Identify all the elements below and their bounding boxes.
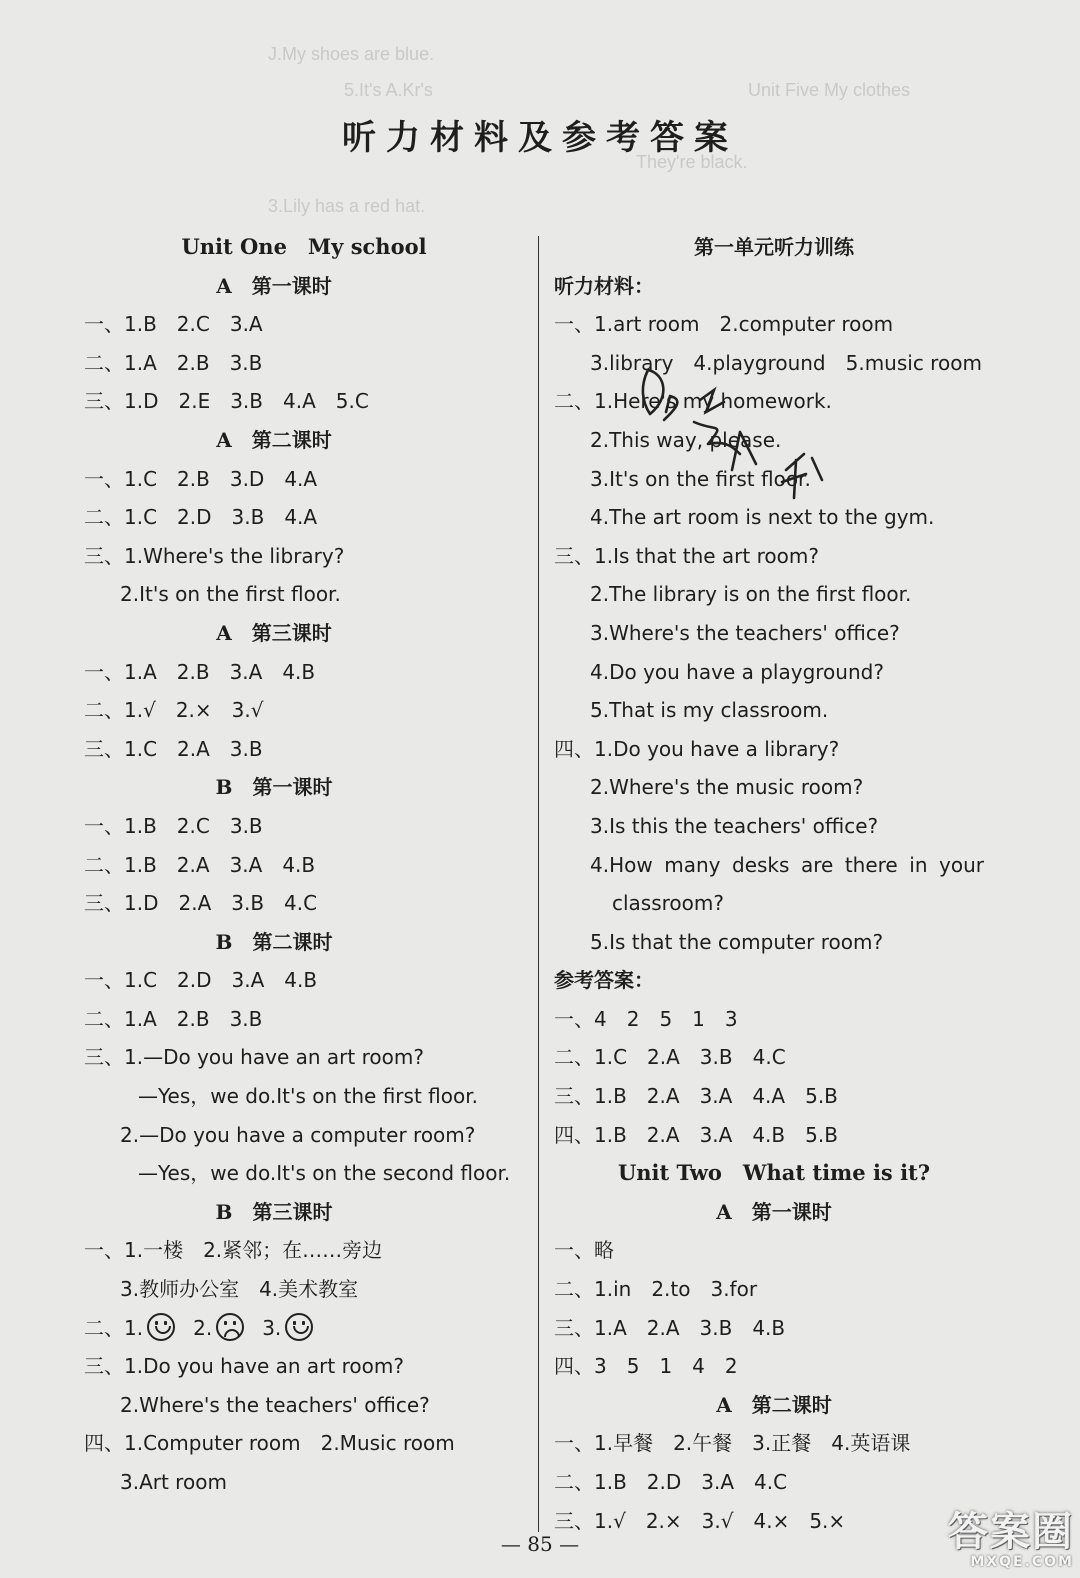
item-number: 2. — [193, 1315, 213, 1340]
answer-line: 一、1.B 2.C 3.A — [84, 312, 263, 337]
faces-answer-line — [84, 1309, 524, 1348]
material-line: 5.That is my classroom. — [590, 698, 829, 723]
sad-face-icon — [216, 1313, 244, 1341]
answer-line: 一、1.一楼 2.紧邻；在……旁边 — [84, 1238, 383, 1263]
watermark-logo — [884, 1510, 1074, 1572]
answer-line: 3.Art room — [120, 1470, 227, 1494]
smiley-face-icon — [147, 1313, 175, 1341]
answer-line: —Yes，we do.It's on the first floor. — [138, 1084, 478, 1109]
answer-line: 二、1.B 2.A 3.A 4.B — [84, 852, 316, 877]
answer-line: 2.It's on the first floor. — [120, 582, 341, 607]
material-line: 三、1.Is that the art room? — [554, 543, 819, 568]
material-line: 2.Where's the music room? — [590, 775, 864, 800]
material-line: 2.The library is on the first floor. — [590, 582, 912, 607]
answer-line: 二、1.B 2.D 3.A 4.C — [554, 1470, 788, 1494]
answer-line: 二、1.C 2.D 3.B 4.A — [84, 505, 318, 530]
bleed-through-text: J.My shoes are blue. — [268, 44, 435, 64]
answer-line: 2.—Do you have a computer room? — [120, 1122, 476, 1147]
item-number: 1. — [124, 1315, 144, 1340]
item-number: 3. — [262, 1315, 282, 1340]
answer-line: 一、1.C 2.D 3.A 4.B — [84, 968, 318, 993]
answer-line: 一、1.A 2.B 3.A 4.B — [84, 659, 316, 684]
material-line: 4.Do you have a playground? — [590, 659, 884, 684]
answer-line: 2.Where's the teachers' office? — [120, 1392, 430, 1417]
answer-line: 三、1.A 2.A 3.B 4.B — [554, 1315, 786, 1340]
lesson-heading: A 第一课时 — [216, 273, 332, 298]
lesson-heading: B 第一课时 — [215, 775, 333, 800]
answer-line: 一、1.B 2.C 3.B — [84, 813, 263, 838]
bleed-through-text: Unit Five My clothes — [748, 80, 911, 100]
lesson-heading: A 第一课时 — [716, 1199, 832, 1224]
lesson-heading: A 第二课时 — [716, 1392, 832, 1417]
answer-line: 三、1.D 2.E 3.B 4.A 5.C — [84, 389, 369, 414]
bleed-through-text: 5.It's A.Kr's — [344, 80, 433, 100]
answer-line: 三、1.B 2.A 3.A 4.A 5.B — [554, 1084, 838, 1109]
answer-line: 一、1.C 2.B 3.D 4.A — [84, 466, 318, 491]
material-label: 听力材料： — [554, 273, 654, 298]
lesson-heading: B 第三课时 — [215, 1199, 333, 1224]
material-line: 3.It's on the first floor. — [590, 466, 811, 491]
material-line: 一、1.art room 2.computer room — [554, 312, 894, 337]
section-prefix: 二、 — [84, 1315, 124, 1340]
page-title: 听力材料及参考答案 — [342, 118, 738, 158]
material-line: 2.This way, please. — [590, 427, 782, 452]
material-line: 3.Where's the teachers' office? — [590, 620, 900, 645]
answer-line: 四、1.B 2.A 3.A 4.B 5.B — [554, 1122, 838, 1147]
smiley-face-icon — [285, 1313, 313, 1341]
watermark-text: 答案圈 — [948, 1509, 1074, 1555]
left-column — [84, 228, 524, 1502]
material-line: 4.The art room is next to the gym. — [590, 505, 935, 530]
unit-title: Unit Two What time is it? — [617, 1160, 931, 1186]
answer-line: 一、1.早餐 2.午餐 3.正餐 4.英语课 — [554, 1431, 911, 1456]
material-line: 3.Is this the teachers' office? — [590, 813, 879, 838]
answer-line: 一、略 — [554, 1238, 614, 1263]
material-line: 3.library 4.playground 5.music room — [590, 350, 982, 375]
answer-line: 3.教师办公室 4.美术教室 — [120, 1277, 359, 1302]
answer-line: —Yes，we do.It's on the second floor. — [138, 1161, 511, 1186]
material-line: 4.How many desks are there in your — [590, 852, 984, 877]
answer-line: 一、4 2 5 1 3 — [554, 1006, 738, 1031]
answer-line: 四、3 5 1 4 2 — [554, 1354, 738, 1379]
page-number: — 85 — — [500, 1532, 580, 1556]
answer-line: 二、1.in 2.to 3.for — [554, 1277, 758, 1302]
bleed-through-text: 3.Lily has a red hat. — [268, 196, 426, 216]
lesson-heading: A 第三课时 — [216, 620, 332, 645]
answer-line: 二、1.C 2.A 3.B 4.C — [554, 1045, 786, 1070]
watermark-url: MXQE.COM — [970, 1554, 1074, 1570]
answer-line: 三、1.—Do you have an art room? — [84, 1045, 424, 1070]
answer-line: 三、1.C 2.A 3.B — [84, 736, 263, 761]
answer-line: 三、1.Where's the library? — [84, 543, 345, 568]
material-line: 四、1.Do you have a library? — [554, 736, 840, 761]
unit-title: Unit One My school — [181, 234, 427, 259]
answer-line: 二、1.A 2.B 3.B — [84, 350, 263, 375]
material-line: 二、1.Here's my homework. — [554, 389, 832, 414]
lesson-heading: B 第二课时 — [215, 929, 333, 954]
material-line: classroom? — [612, 891, 725, 916]
answer-line: 三、1.Do you have an art room? — [84, 1354, 404, 1379]
answer-line: 二、1.√ 2.× 3.√ — [84, 698, 264, 723]
answer-line: 二、1.A 2.B 3.B — [84, 1006, 263, 1031]
answer-line: 四、1.Computer room 2.Music room — [84, 1431, 455, 1456]
answer-line: 三、1.√ 2.× 3.√ 4.× 5.× — [554, 1508, 846, 1533]
answer-label: 参考答案： — [554, 968, 654, 993]
bleed-through-text: They're black. — [636, 152, 748, 172]
column-divider — [538, 236, 539, 1532]
lesson-heading: A 第二课时 — [216, 427, 332, 452]
material-line: 5.Is that the computer room? — [590, 929, 884, 954]
handwritten-scribble — [636, 362, 836, 512]
section-title: 第一单元听力训练 — [694, 235, 854, 259]
answer-line: 三、1.D 2.A 3.B 4.C — [84, 891, 318, 916]
